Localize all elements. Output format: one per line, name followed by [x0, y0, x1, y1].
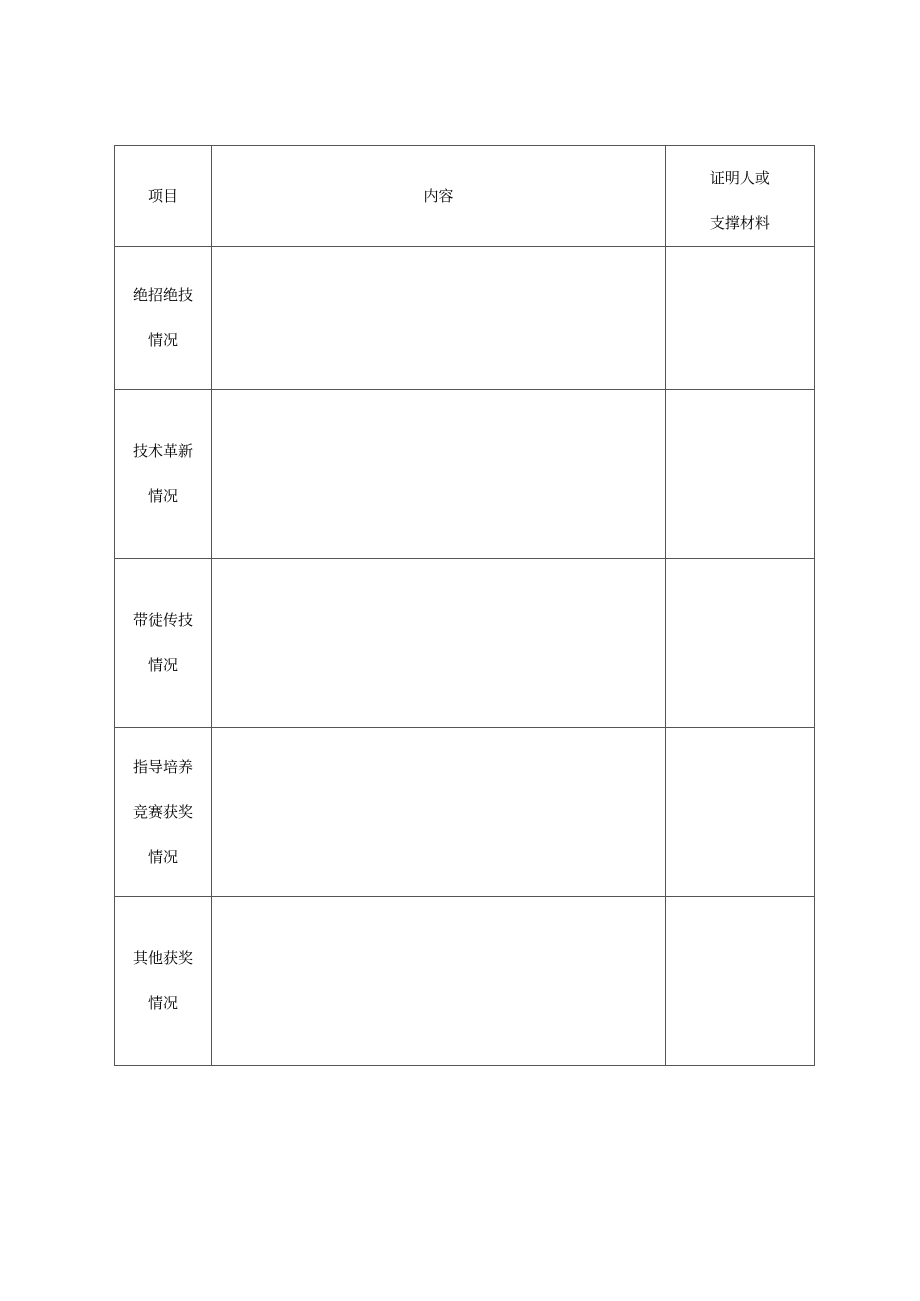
row-content-cell[interactable] [212, 897, 666, 1066]
table-row [115, 390, 815, 559]
table-row [115, 728, 815, 897]
table-row [115, 559, 815, 728]
header-row [115, 146, 815, 247]
row-label: 带徒传技 情况 [115, 559, 212, 728]
row-label: 指导培养 竞赛获奖 情况 [115, 728, 212, 897]
row-proof-cell[interactable] [665, 728, 814, 897]
header-item: 项目 [115, 146, 212, 247]
row-label: 技术革新 情况 [115, 390, 212, 559]
row-content-cell[interactable] [212, 390, 666, 559]
row-proof-cell[interactable] [665, 247, 814, 390]
row-proof-cell[interactable] [665, 897, 814, 1066]
table-row [115, 897, 815, 1066]
header-proof-line1: 证明人或 [709, 169, 770, 187]
header-content: 内容 [212, 146, 666, 247]
row-content-cell[interactable] [212, 559, 666, 728]
row-content-cell[interactable] [212, 728, 666, 897]
header-proof-line2: 支撑材料 [709, 214, 770, 232]
row-label: 其他获奖 情况 [115, 897, 212, 1066]
row-content-cell[interactable] [212, 247, 666, 390]
row-proof-cell[interactable] [665, 390, 814, 559]
header-proof [665, 146, 814, 247]
row-label: 绝招绝技 情况 [115, 247, 212, 390]
table-row [115, 247, 815, 390]
row-proof-cell[interactable] [665, 559, 814, 728]
form-table [114, 145, 815, 1066]
